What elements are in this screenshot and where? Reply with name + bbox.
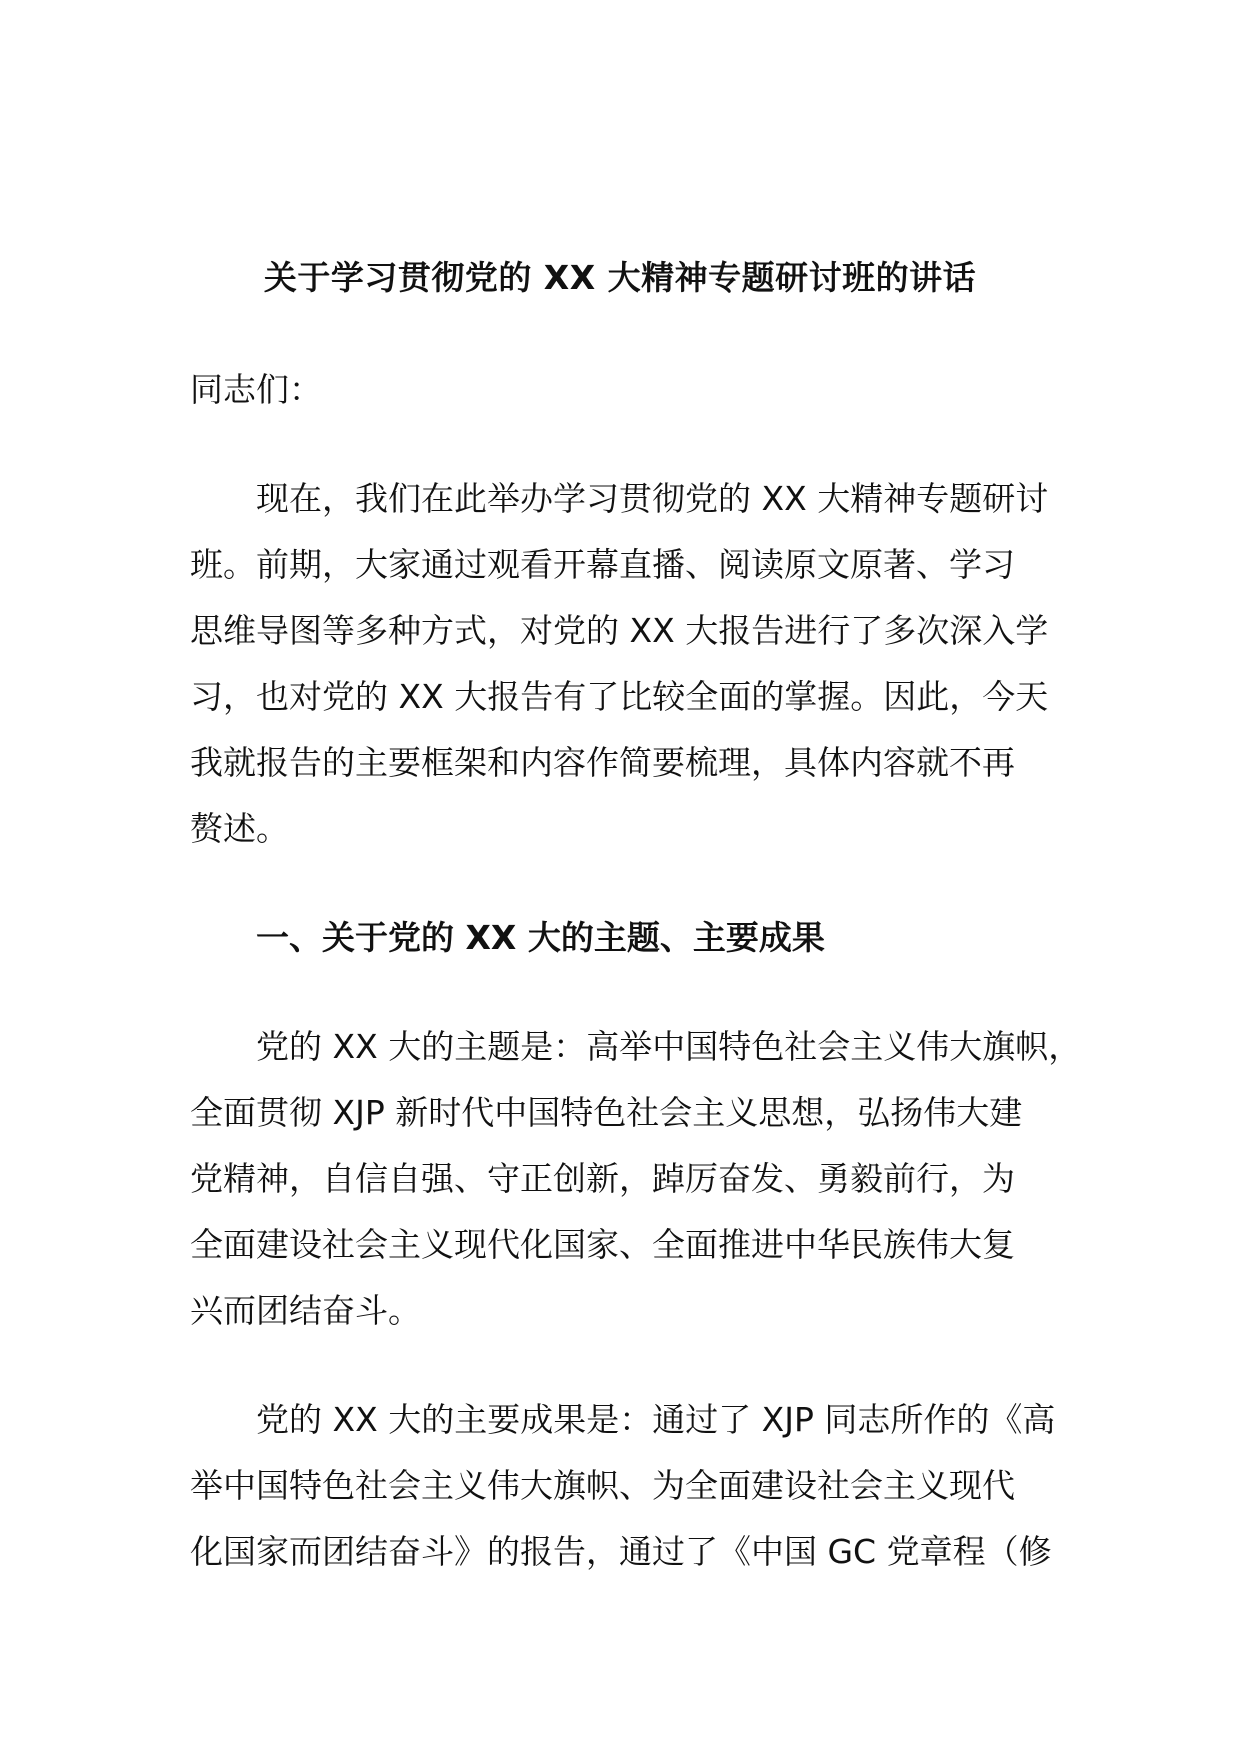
salutation: 同志们： <box>190 370 322 409</box>
paragraph1-line: 现在，我们在此举办学习贯彻党的 XX 大精神专题研讨 <box>256 479 1049 518</box>
paragraph1-line: 我就报告的主要框架和内容作简要梳理，具体内容就不再 <box>190 743 1015 782</box>
paragraph2-line: 兴而团结奋斗。 <box>190 1291 421 1330</box>
paragraph1-line: 赘述。 <box>190 809 289 848</box>
paragraph3-line: 党的 XX 大的主要成果是：通过了 XJP 同志所作的《高 <box>256 1400 1056 1439</box>
document-title: 关于学习贯彻党的 XX 大精神专题研讨班的讲话 <box>263 258 977 297</box>
paragraph2-line: 全面建设社会主义现代化国家、全面推进中华民族伟大复 <box>190 1225 1015 1264</box>
paragraph3-line: 化国家而团结奋斗》的报告，通过了《中国 GC 党章程（修 <box>190 1532 1052 1571</box>
paragraph2-line: 党精神，自信自强、守正创新，踔厉奋发、勇毅前行，为 <box>190 1159 1015 1198</box>
section-heading: 一、关于党的 XX 大的主题、主要成果 <box>256 918 825 957</box>
paragraph3-line: 举中国特色社会主义伟大旗帜、为全面建设社会主义现代 <box>190 1466 1015 1505</box>
paragraph2-line: 党的 XX 大的主题是：高举中国特色社会主义伟大旗帜， <box>256 1027 1082 1066</box>
paragraph2-line: 全面贯彻 XJP 新时代中国特色社会主义思想，弘扬伟大建 <box>190 1093 1023 1132</box>
paragraph1-line: 思维导图等多种方式，对党的 XX 大报告进行了多次深入学 <box>190 611 1049 650</box>
paragraph1-line: 班。前期，大家通过观看开幕直播、阅读原文原著、学习 <box>190 545 1015 584</box>
paragraph1-line: 习，也对党的 XX 大报告有了比较全面的掌握。因此，今天 <box>190 677 1049 716</box>
